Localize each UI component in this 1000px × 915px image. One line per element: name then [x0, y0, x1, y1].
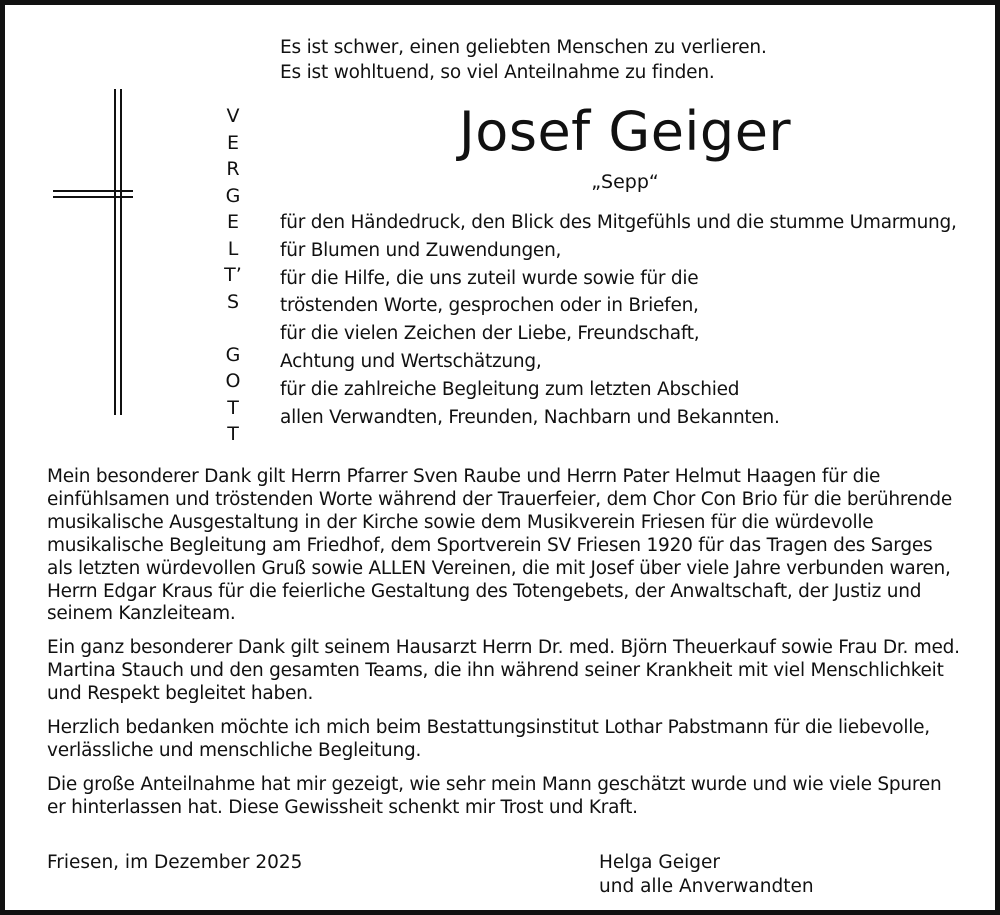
thanks-line: für den Händedruck, den Blick des Mitgefühls und die stumme Umarmung,	[280, 212, 957, 233]
paragraph-line: Ein ganz besonderer Dank gilt seinem Hausarzt Herrn Dr. med. Björn Theuerkauf sowie Frau Dr. med.	[47, 637, 960, 659]
vertical-gap	[222, 315, 244, 342]
deceased-nickname: „Sepp“	[591, 171, 659, 193]
paragraph-line: seinem Kanzleiteam.	[47, 603, 236, 625]
thanks-body	[47, 455, 977, 831]
deceased-name: Josef Geiger	[458, 100, 792, 163]
paragraph-line: Martina Stauch und den gesamten Teams, die ihn während seiner Krankheit mit viel Menschlichkeit	[47, 660, 944, 682]
vertical-letter: T	[227, 396, 239, 419]
thanks-line: für die vielen Zeichen der Liebe, Freundschaft,	[280, 323, 700, 345]
paragraph-line: Mein besonderer Dank gilt Herrn Pfarrer Sven Raube und Herrn Pater Helmut Haagen für die	[47, 466, 881, 487]
paragraph-line: er hinterlassen hat. Diese Gewissheit schenkt mir Trost und Kraft.	[47, 796, 638, 818]
thanks-line: für die zahlreiche Begleitung zum letzten Abschied	[280, 378, 740, 400]
thanks-line: Achtung und Wertschätzung,	[280, 350, 542, 372]
cross-icon	[53, 89, 133, 419]
vertical-letter: L	[227, 237, 239, 260]
paragraph-line: und Respekt begleitet haben.	[47, 683, 314, 705]
paragraph-line: Herzlich bedanken möchte ich mich beim Bestattungsinstitut Lothar Pabstmann für die liebevolle,	[47, 717, 930, 739]
vertical-letter: E	[226, 211, 239, 233]
vertical-letter: V	[226, 105, 240, 127]
vertical-letter: O	[225, 370, 241, 392]
vergelts-gott-vertical	[222, 103, 244, 448]
vertical-letter: R	[226, 158, 240, 180]
quote-line: Es ist schwer, einen geliebten Menschen zu verlieren.	[280, 37, 767, 58]
paragraph-line: Herrn Edgar Kraus für die feierliche Gestaltung des Totengebets, der Anwaltschaft, der Justiz und	[47, 580, 922, 602]
paragraph-line: musikalische Ausgestaltung in der Kirche sowie dem Musikverein Friesen für die würdevolle	[47, 511, 874, 533]
vertical-letter: E	[226, 131, 239, 154]
paragraph-line: verlässliche und menschliche Begleitung.	[47, 739, 422, 761]
vertical-letter: S	[226, 290, 240, 313]
paragraph-line: Die große Anteilnahme hat mir gezeigt, wie sehr mein Mann geschätzt wurde und wie viele Spuren	[47, 773, 942, 795]
place-date: Friesen, im Dezember 2025	[47, 852, 303, 873]
vertical-letter: G	[225, 184, 241, 207]
vertical-letter: G	[225, 343, 241, 366]
vertical-letter: T’	[224, 264, 242, 286]
paragraph-line: musikalische Begleitung am Friedhof, dem Sportverein SV Friesen 1920 für das Tragen des Sarges	[47, 534, 933, 556]
paragraph-line: als letzten würdevollen Gruß sowie ALLEN Vereinen, die mit Josef über viele Jahre verbunden waren,	[47, 557, 951, 579]
thanks-line: tröstenden Worte, gesprochen oder in Briefen,	[280, 295, 699, 317]
signature-line: und alle Anverwandten	[599, 876, 814, 897]
thanks-line: für die Hilfe, die uns zuteil wurde sowie für die	[280, 267, 699, 289]
signature	[599, 851, 814, 899]
signature-line: Helga Geiger	[599, 852, 720, 873]
quote-line: Es ist wohltuend, so viel Anteilnahme zu finden.	[280, 62, 715, 83]
opening-quote	[280, 35, 767, 85]
thanks-list	[280, 209, 957, 431]
paragraph-line: einfühlsamen und tröstenden Worte während der Trauerfeier, dem Chor Con Brio für die berührende	[47, 488, 952, 510]
thanks-line: für Blumen und Zuwendungen,	[280, 239, 562, 261]
thanks-line: allen Verwandten, Freunden, Nachbarn und Bekannten.	[280, 406, 780, 428]
vertical-letter: T	[227, 423, 239, 445]
